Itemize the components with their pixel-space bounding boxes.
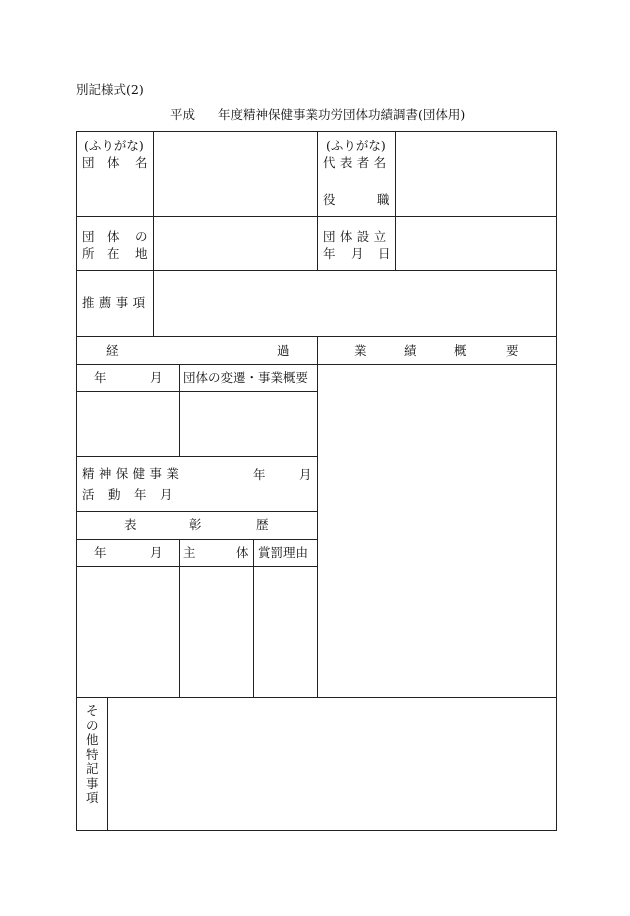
awards-month: 月 (150, 545, 163, 560)
other-notes-char: 事 (86, 775, 99, 791)
recommend-label: 推薦事項 (82, 295, 150, 310)
other-notes-char: 項 (86, 790, 99, 805)
changes-header: 団体の変遷・事業概要 (183, 370, 309, 385)
col-divider (395, 131, 396, 270)
position-label-2: 職 (377, 192, 390, 207)
activity-label-2c: 年 (134, 487, 147, 502)
awards-reason: 賞罰理由 (258, 545, 309, 560)
col-divider (317, 131, 318, 270)
awards-header-1: 表 (124, 517, 137, 532)
other-notes-char: 他 (86, 732, 99, 747)
group-name-label-3: 名 (135, 155, 148, 170)
achievements-header-2: 績 (404, 343, 417, 358)
awards-header-3: 歴 (256, 517, 269, 532)
established-year: 年 (323, 246, 336, 261)
row-divider (76, 697, 557, 698)
col-divider (253, 539, 254, 697)
row-divider (76, 456, 317, 457)
changes-month: 月 (150, 370, 163, 385)
rep-name-label: 代表者名 (323, 155, 391, 170)
col-divider (107, 697, 108, 831)
established-month: 月 (351, 246, 364, 261)
group-name-furigana: (ふりがな) (84, 138, 144, 153)
address-label-1a: 団 (82, 229, 95, 244)
awards-year: 年 (94, 545, 107, 560)
row-divider (76, 511, 317, 512)
row-divider (76, 391, 317, 392)
row-divider (76, 566, 317, 567)
address-label-1b: 体 (107, 229, 120, 244)
achievements-header-3: 概 (454, 343, 467, 358)
other-notes-char: 特 (86, 746, 99, 762)
other-notes-char: の (86, 717, 99, 733)
other-notes-char: そ (86, 703, 99, 718)
established-day: 日 (378, 246, 391, 261)
achievements-header-4: 要 (506, 343, 519, 358)
row-divider (76, 539, 317, 540)
row-divider (76, 270, 557, 271)
address-label-2c: 地 (135, 246, 148, 261)
address-label-2a: 所 (82, 246, 95, 261)
address-label-1c: の (135, 229, 148, 244)
awards-sponsor-1: 主 (183, 545, 196, 560)
col-divider (179, 539, 180, 697)
awards-sponsor-2: 体 (236, 545, 249, 560)
col-divider (179, 364, 180, 456)
form-label: 別記様式(2) (76, 82, 144, 97)
activity-label-2a: 活 (82, 487, 95, 502)
history-header-1: 経 (106, 343, 119, 358)
group-name-label-2: 体 (107, 155, 120, 170)
col-divider (317, 336, 318, 697)
activity-label: 精神保健事業 (82, 466, 184, 481)
rep-name-furigana: (ふりがな) (326, 138, 386, 153)
col-divider (153, 131, 154, 336)
achievements-header-1: 業 (354, 343, 367, 358)
other-notes-char: 記 (86, 761, 99, 776)
activity-label-2d: 月 (160, 487, 173, 502)
page-title: 年度精神保健事業功労団体功績調書(団体用) (218, 107, 466, 122)
activity-label-2b: 動 (108, 487, 121, 502)
established-label: 団体設立 (323, 229, 391, 244)
position-label-1: 役 (323, 192, 336, 207)
activity-year: 年 (253, 467, 266, 482)
group-name-label-1: 団 (82, 155, 95, 170)
awards-header-2: 彰 (189, 517, 202, 532)
history-header-2: 過 (277, 343, 290, 358)
title-era: 平成 (170, 107, 196, 122)
changes-year: 年 (94, 370, 107, 385)
other-notes-label (86, 705, 99, 805)
address-label-2b: 在 (107, 246, 120, 261)
activity-month: 月 (299, 467, 312, 482)
